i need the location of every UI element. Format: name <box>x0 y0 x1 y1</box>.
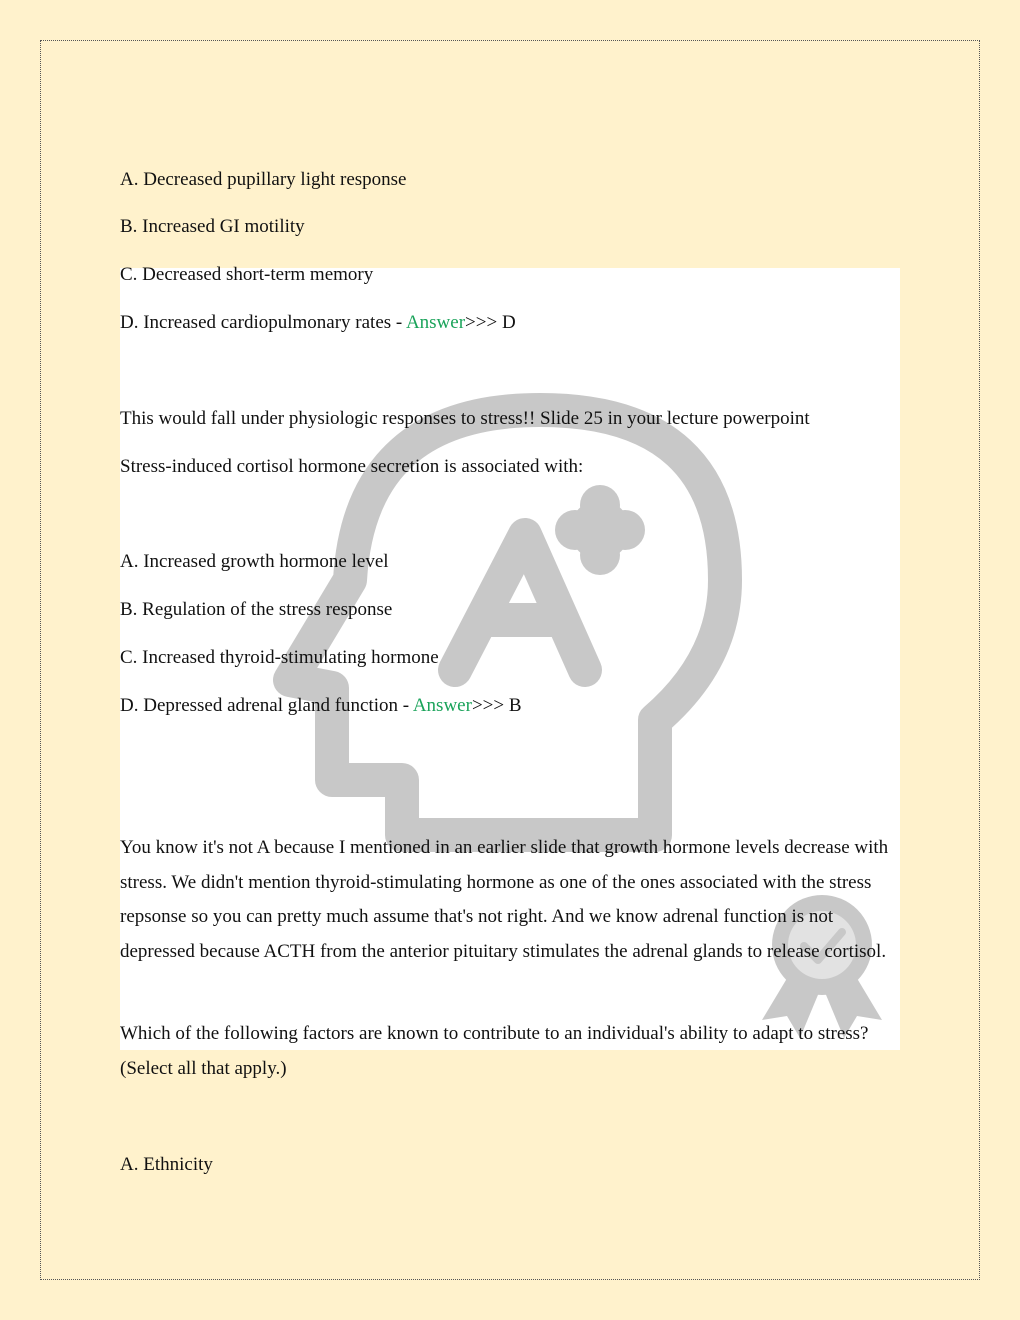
q1-option-a: A. Decreased pupillary light response <box>120 169 407 190</box>
q2-option-d <box>120 694 522 718</box>
q2-option-b: B. Regulation of the stress response <box>120 599 393 620</box>
q1-option-c: C. Decreased short-term memory <box>120 264 374 285</box>
q2-option-c: C. Increased thyroid-stimulating hormone <box>120 647 439 668</box>
q2-option-a: A. Increased growth hormone level <box>120 551 389 572</box>
q1-option-b: B. Increased GI motility <box>120 216 305 237</box>
q2-explanation: You know it's not A because I mentioned in an earlier slide that growth hormone levels decrease with stress. We didn't mention thyroid-stimulating hormone as one of the ones associated with the stress repsonse so you can pretty much assume that's not right. And we know adrenal function is not depressed because ACTH from the anterior pituitary stimulates the adrenal glands to release cortisol. <box>120 837 889 962</box>
q2-answer-label: Answer <box>412 695 472 716</box>
q3-prompt: Which of the following factors are known to contribute to an individual's ability to adapt to stress? (Select all that apply.) <box>120 1023 869 1079</box>
q2-prompt: Stress-induced cortisol hormone secretion is associated with: <box>120 456 584 477</box>
q1-answer-value: >>> D <box>465 312 516 333</box>
q2-answer-value: >>> B <box>471 695 522 716</box>
q3-option-a: A. Ethnicity <box>120 1154 213 1175</box>
q1-option-d <box>120 311 516 335</box>
q1-explanation: This would fall under physiologic responses to stress!! Slide 25 in your lecture powerpoint <box>120 408 810 429</box>
q2-option-d-text: D. Depressed adrenal gland function - <box>120 695 413 716</box>
q1-option-d-text: D. Increased cardiopulmonary rates - <box>120 312 406 333</box>
q1-answer-label: Answer <box>405 312 466 333</box>
